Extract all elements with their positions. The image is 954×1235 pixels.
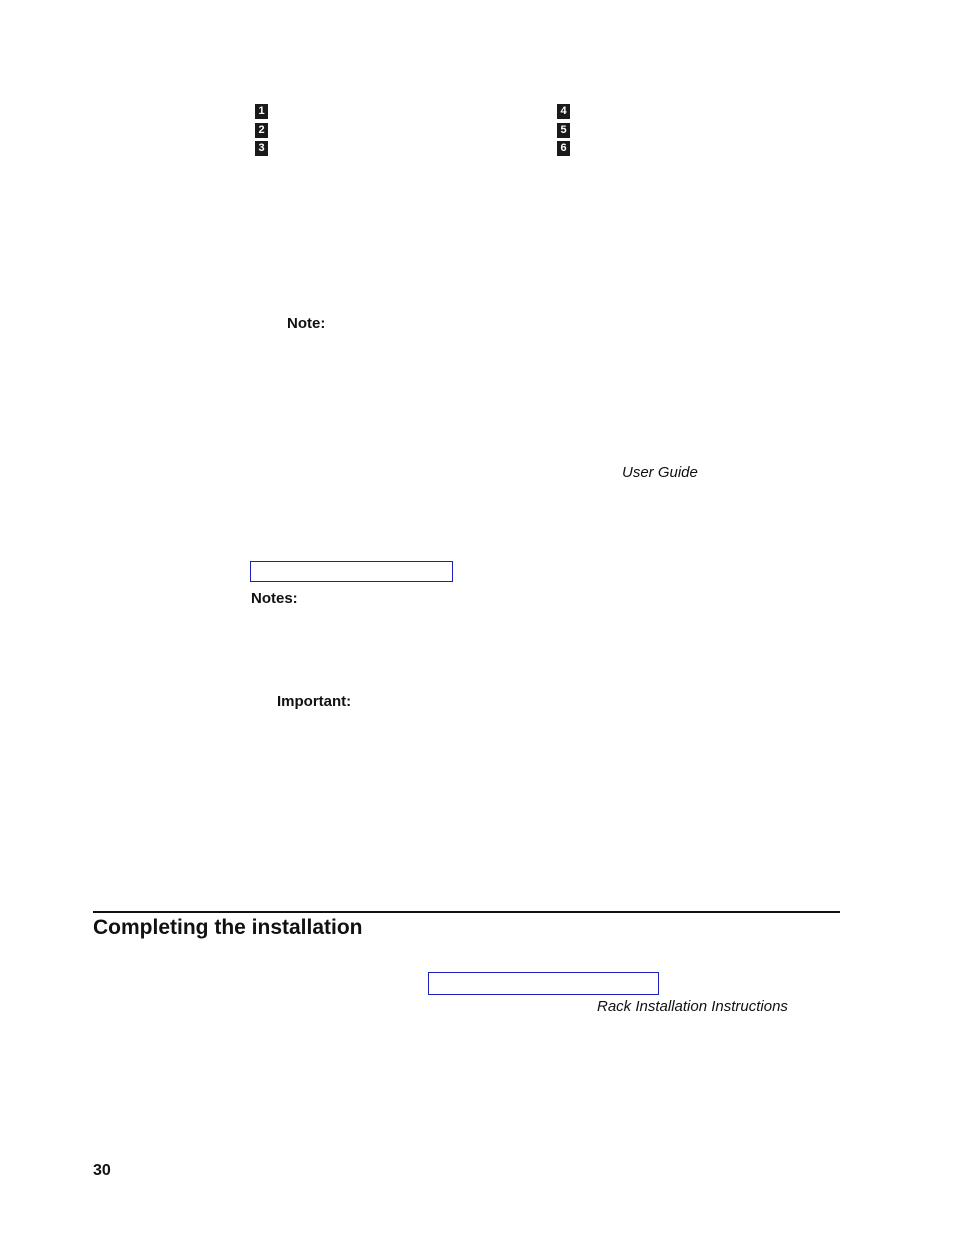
callout-badge-1: 1 <box>255 104 268 119</box>
note-label: Note: <box>287 315 326 332</box>
callout-badge-2: 2 <box>255 123 268 138</box>
callout-badge-4: 4 <box>557 104 570 119</box>
user-guide-reference: User Guide <box>622 464 698 481</box>
section-heading: Completing the installation <box>93 916 363 939</box>
notes-label: Notes: <box>251 590 298 607</box>
callout-badge-6: 6 <box>557 141 570 156</box>
installation-link[interactable] <box>428 972 659 995</box>
important-label: Important: <box>277 693 352 710</box>
callout-badge-3: 3 <box>255 141 268 156</box>
cross-reference-link[interactable] <box>250 561 453 582</box>
callout-badge-5: 5 <box>557 123 570 138</box>
section-divider <box>93 911 840 913</box>
rack-installation-reference: Rack Installation Instructions <box>597 998 788 1015</box>
page-number: 30 <box>93 1162 111 1179</box>
